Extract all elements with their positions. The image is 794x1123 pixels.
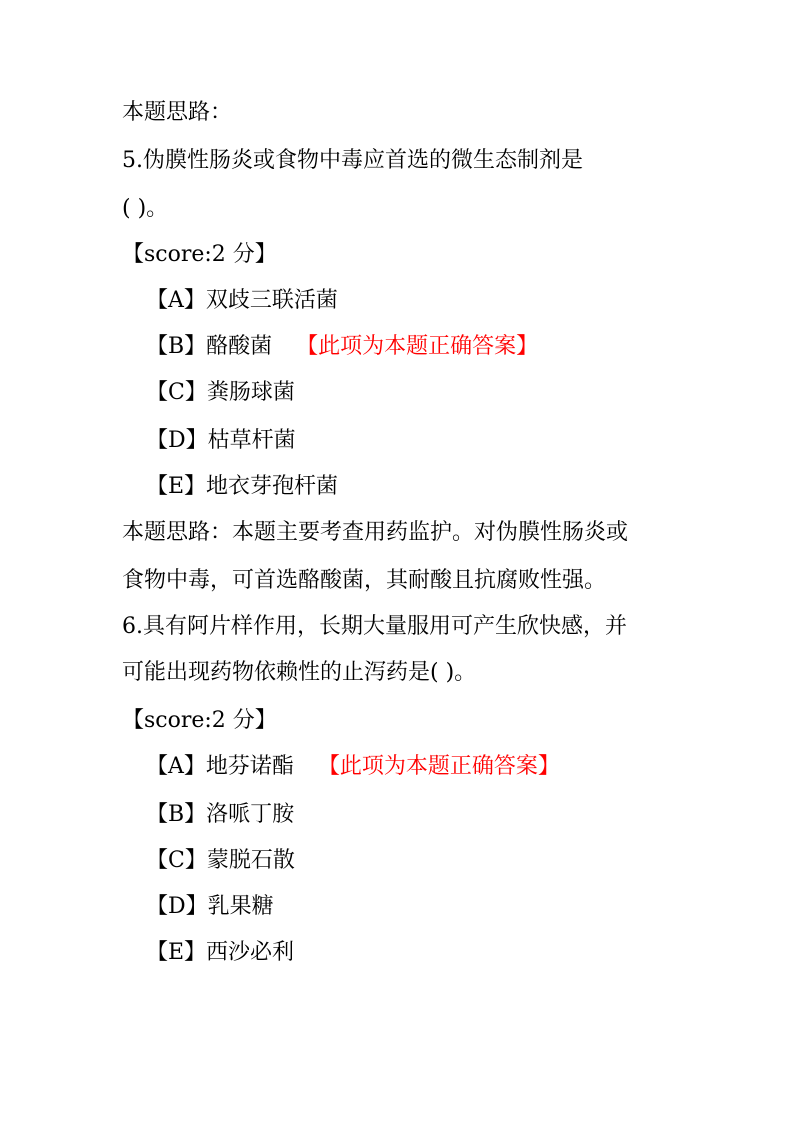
question-6-option-e: 【E】西沙必利	[146, 940, 295, 965]
question-5-text-line-1: 5.伪膜性肠炎或食物中毒应首选的微生态制剂是	[122, 148, 583, 173]
question-6-option-c: 【C】蒙脱石散	[146, 848, 295, 873]
question-5-option-b: 【B】酪酸菌 【此项为本题正确答案】	[146, 334, 539, 359]
question-5-explanation-line-1: 本题思路：本题主要考查用药监护。对伪膜性肠炎或	[122, 520, 629, 545]
question-5-option-d: 【D】枯草杆菌	[146, 428, 296, 453]
question-5-text-line-2: ( )。	[122, 196, 169, 221]
correct-answer-marker: 【此项为本题正确答案】	[296, 334, 539, 359]
question-6-option-d: 【D】乳果糖	[146, 894, 274, 919]
question-5-score: 【score:2 分】	[122, 242, 277, 267]
question-6-text-line-1: 6.具有阿片样作用，长期大量服用可产生欣快感，并	[122, 614, 627, 639]
previous-explanation-label: 本题思路：	[122, 100, 233, 125]
question-6-option-b: 【B】洛哌丁胺	[146, 802, 295, 827]
question-6-option-a: 【A】地芬诺酯 【此项为本题正确答案】	[146, 754, 560, 779]
question-5-option-e: 【E】地衣芽孢杆菌	[146, 474, 339, 499]
question-5-explanation-line-2: 食物中毒，可首选酪酸菌，其耐酸且抗腐败性强。	[122, 568, 607, 593]
question-6-text-line-2: 可能出现药物依赖性的止泻药是( )。	[122, 660, 477, 685]
question-5-option-c: 【C】粪肠球菌	[146, 380, 295, 405]
correct-answer-marker: 【此项为本题正确答案】	[317, 754, 560, 779]
question-5-option-a: 【A】双歧三联活菌	[146, 288, 338, 313]
question-6-score: 【score:2 分】	[122, 708, 277, 733]
